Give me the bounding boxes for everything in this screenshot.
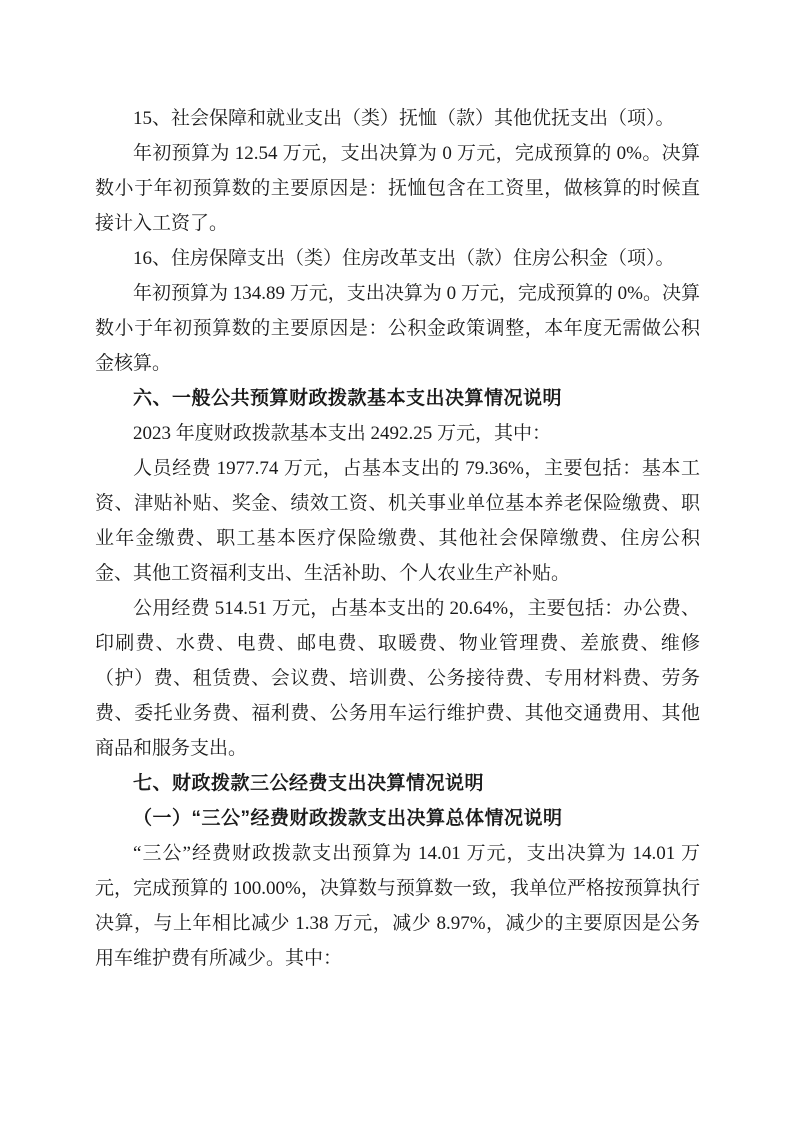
section-heading: 六、一般公共预算财政拨款基本支出决算情况说明	[133, 388, 563, 409]
paragraph: 年初预算为 12.54 万元，支出决算为 0 万元，完成预算的 0%。决算数小于年初预算数的主要原因是：抚恤包含在工资里，做核算的时候直接计入工资了。	[95, 143, 700, 234]
paragraph: 公用经费 514.51 万元，占基本支出的 20.64%，主要包括：办公费、印刷费、水费、电费、邮电费、取暖费、物业管理费、差旅费、维修（护）费、租赁费、会议费、培训费、公务接待费、专用材料费、劳务费、委托业务费、福利费、公务用车运行维护费、其他交通费用、其他商品和服务支出。	[95, 598, 700, 759]
paragraph: 2023 年度财政拨款基本支出 2492.25 万元，其中：	[133, 423, 552, 444]
paragraph: 年初预算为 134.89 万元，支出决算为 0 万元，完成预算的 0%。决算数小于年初预算数的主要原因是：公积金政策调整，本年度无需做公积金核算。	[95, 283, 700, 374]
paragraph: “三公”经费财政拨款支出预算为 14.01 万元，支出决算为 14.01 万元，完成预算的 100.00%，决算数与预算数一致，我单位严格按预算执行决算，与上年相比减少 1.38 万元，减少 8.97%，减少的主要原因是公务用车维护费有所减少。其中：	[95, 843, 700, 969]
section-heading: 七、财政拨款三公经费支出决算情况说明	[133, 773, 485, 794]
paragraph: 15、社会保障和就业支出（类）抚恤（款）其他优抚支出（项）。	[133, 108, 675, 129]
paragraph: 人员经费 1977.74 万元，占基本支出的 79.36%，主要包括：基本工资、津贴补贴、奖金、绩效工资、机关事业单位基本养老保险缴费、职业年金缴费、职工基本医疗保险缴费、其他社会保障缴费、住房公积金、其他工资福利支出、生活补助、个人农业生产补贴。	[95, 458, 700, 584]
section-heading: （一）“三公”经费财政拨款支出决算总体情况说明	[133, 808, 563, 829]
document-body	[95, 101, 700, 976]
paragraph: 16、住房保障支出（类）住房改革支出（款）住房公积金（项）。	[133, 248, 675, 269]
